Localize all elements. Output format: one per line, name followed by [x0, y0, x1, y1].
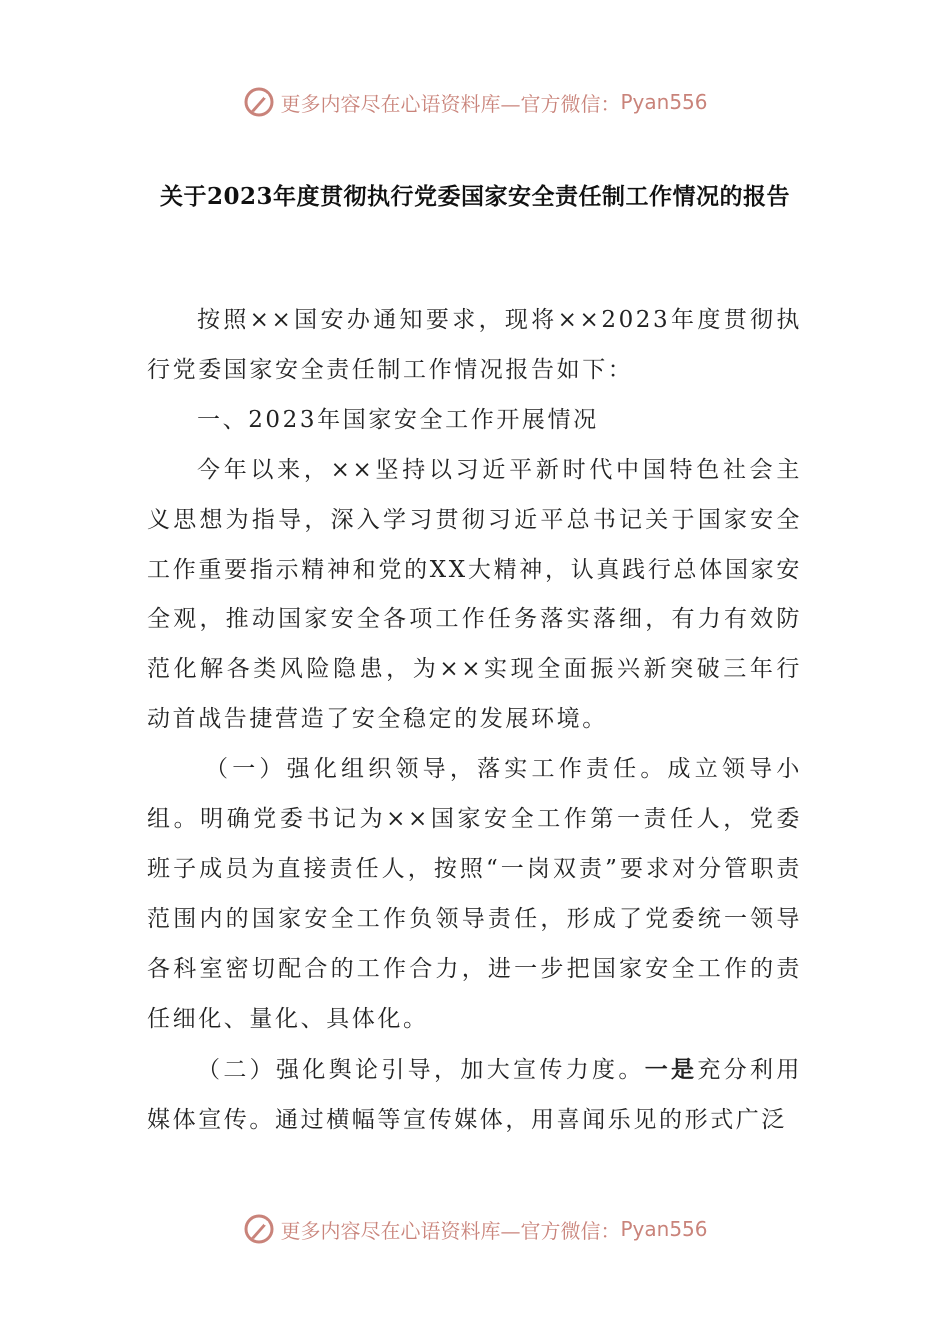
- section-heading-1: 一、2023年国家安全工作开展情况: [197, 406, 599, 433]
- paragraph-section-2: [147, 1045, 802, 1146]
- document-body: [147, 296, 802, 1145]
- document-title: 关于2023年度贯彻执行党委国家安全责任制工作情况的报告: [159, 183, 790, 210]
- quill-logo-icon: [242, 1212, 276, 1246]
- section-2-rest: 充分利用媒体宣传。通过横幅等宣传媒体，用喜闻乐见的形式广泛: [147, 1056, 802, 1133]
- section-2-emphasis: 一是: [644, 1055, 698, 1083]
- watermark-wechat-id: Pyan556: [620, 90, 708, 114]
- watermark-wechat-id: Pyan556: [620, 1217, 708, 1241]
- watermark-text: 更多内容尽在心语资料库—官方微信：: [280, 91, 621, 116]
- paragraph-overview: 今年以来，××坚持以习近平新时代中国特色社会主义思想为指导，深入学习贯彻习近平总书记关于国家安全工作重要指示精神和党的XX大精神，认真践行总体国家安全观，推动国家安全各项工作任务落实落细，有力有效防范化解各类风险隐患，为××实现全面振兴新突破三年行动首战告捷营造了安全稳定的发展环境。: [147, 456, 802, 733]
- quill-logo-icon: [242, 85, 276, 119]
- paragraph-intro: 按照××国安办通知要求，现将××2023年度贯彻执行党委国家安全责任制工作情况报告如下：: [147, 307, 802, 383]
- watermark-banner-top: [0, 82, 950, 122]
- paragraph-section-1: （一）强化组织领导，落实工作责任。成立领导小组。明确党委书记为××国家安全工作第一责任人，党委班子成员为直接责任人，按照“一岗双责”要求对分管职责范围内的国家安全工作负领导责任，形成了党委统一领导各科室密切配合的工作合力，进一步把国家安全工作的责任细化、量化、具体化。: [147, 756, 802, 1032]
- watermark-text: 更多内容尽在心语资料库—官方微信：: [280, 1218, 621, 1243]
- section-2-lead: （二）强化舆论引导，加大宣传力度。: [197, 1056, 645, 1083]
- watermark-banner-bottom: [0, 1209, 950, 1249]
